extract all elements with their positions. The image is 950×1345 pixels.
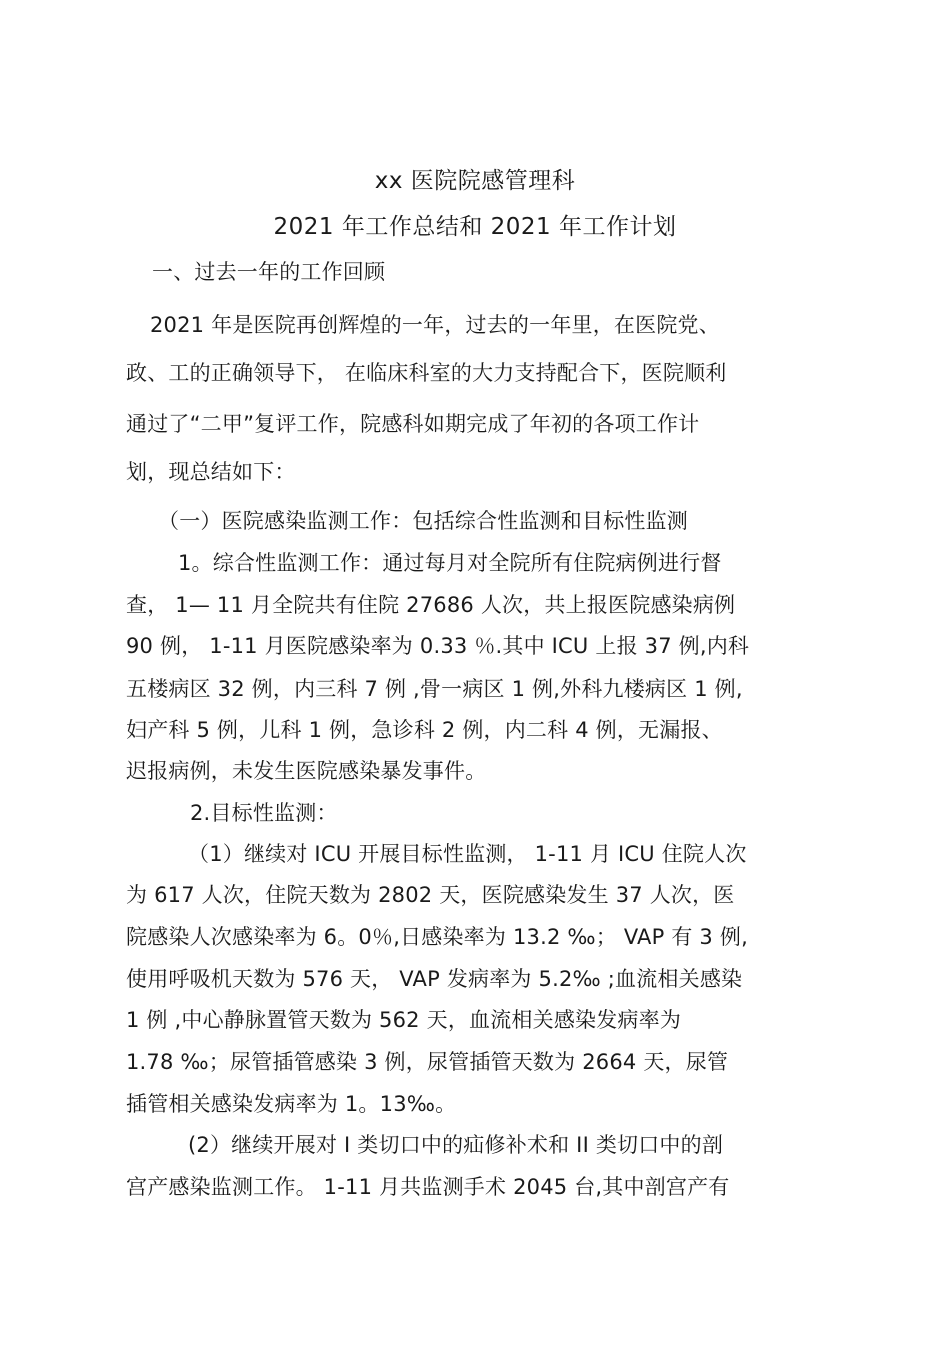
- paragraph-line: 1.78 ‰；尿管插管感染 3 例，尿管插管天数为 2664 天，尿管: [126, 1050, 729, 1074]
- paragraph-line: 插管相关感染发病率为 1。13‰。: [126, 1092, 457, 1116]
- paragraph-line: 使用呼吸机天数为 576 天， VAP 发病率为 5.2‰ ;血流相关感染: [126, 967, 743, 991]
- paragraph-line: 迟报病例，未发生医院感染暴发事件。: [126, 759, 487, 783]
- paragraph-line: 1。综合性监测工作：通过每月对全院所有住院病例进行督: [178, 551, 722, 575]
- paragraph-line: 查， 1— 11 月全院共有住院 27686 人次，共上报医院感染病例: [126, 593, 736, 617]
- section-heading: 一、过去一年的工作回顾: [152, 260, 386, 284]
- paragraph-line: 院感染人次感染率为 6。0％,日感染率为 13.2 ‰； VAP 有 3 例,: [126, 925, 748, 949]
- paragraph-line: 1 例 ,中心静脉置管天数为 562 天，血流相关感染发病率为: [126, 1008, 682, 1032]
- paragraph-line: 五楼病区 32 例，内三科 7 例 ,骨一病区 1 例,外科九楼病区 1 例,: [126, 677, 743, 701]
- paragraph-line: 为 617 人次，住院天数为 2802 天，医院感染发生 37 人次，医: [126, 883, 735, 907]
- paragraph-line: 妇产科 5 例，儿科 1 例，急诊科 2 例，内二科 4 例，无漏报、: [126, 718, 723, 742]
- paragraph-line: 2021 年是医院再创辉煌的一年，过去的一年里，在医院党、: [150, 313, 720, 337]
- subsection-heading: （一）医院感染监测工作：包括综合性监测和目标性监测: [158, 509, 688, 533]
- paragraph-line: 90 例， 1-11 月医院感染率为 0.33 ％.其中 ICU 上报 37 例,内科: [126, 634, 750, 658]
- paragraph-line: 通过了“二甲”复评工作，院感科如期完成了年初的各项工作计: [126, 412, 700, 436]
- document-title-line1: xx 医院院感管理科: [374, 168, 576, 194]
- paragraph-line: (2）继续开展对 I 类切口中的疝修补术和 II 类切口中的剖: [188, 1133, 724, 1157]
- document-title-line2: 2021 年工作总结和 2021 年工作计划: [273, 214, 677, 240]
- paragraph-line: 宫产感染监测工作。 1-11 月共监测手术 2045 台,其中剖宫产有: [126, 1175, 730, 1199]
- subsection-heading: 2.目标性监测：: [190, 801, 338, 825]
- paragraph-line: 划，现总结如下：: [126, 460, 296, 484]
- paragraph-line: （1）继续对 ICU 开展目标性监测， 1-11 月 ICU 住院人次: [188, 842, 747, 866]
- paragraph-line: 政、工的正确领导下， 在临床科室的大力支持配合下，医院顺利: [126, 361, 727, 385]
